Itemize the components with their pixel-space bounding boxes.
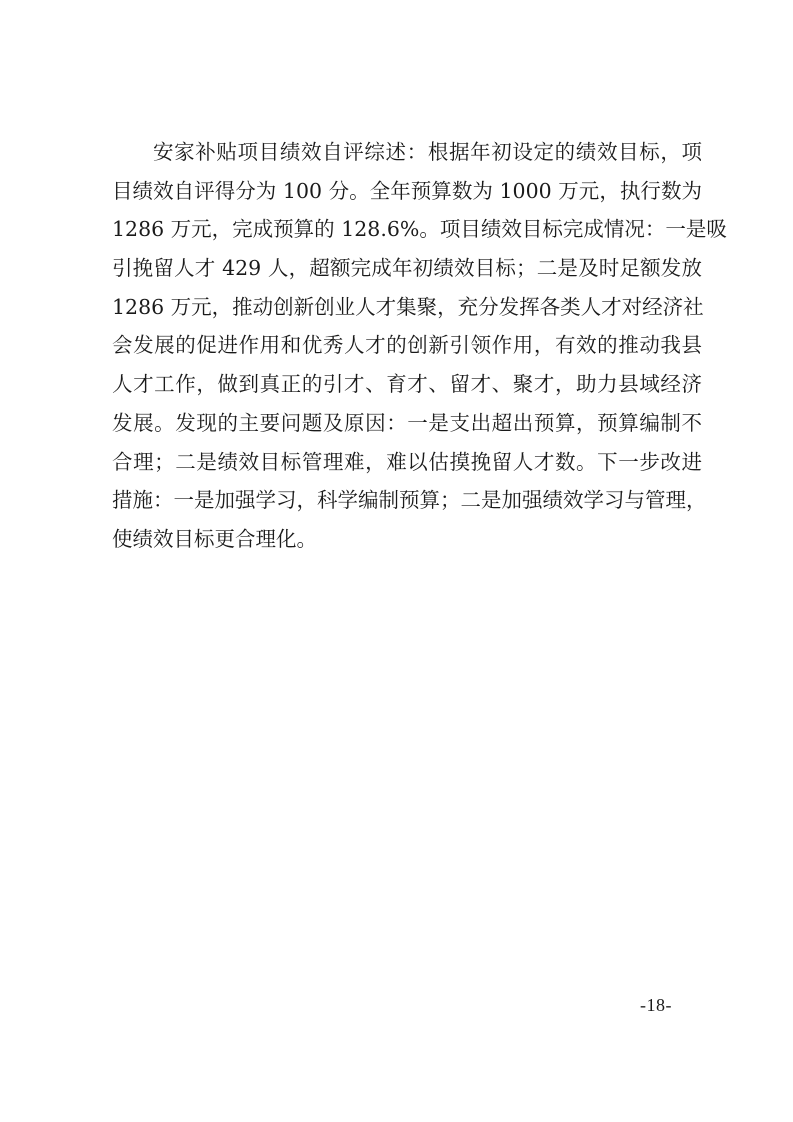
paragraph-line: 安家补贴项目绩效自评综述：根据年初设定的绩效目标，项 — [153, 140, 702, 164]
paragraph-line: 目绩效自评得分为 100 分。全年预算数为 1000 万元，执行数为 — [112, 178, 702, 203]
paragraph-line: 措施：一是加强学习，科学编制预算；二是加强绩效学习与管理， — [112, 488, 707, 513]
paragraph-line: 人才工作，做到真正的引才、育才、留才、聚才，助力县域经济 — [112, 372, 702, 397]
paragraph-line: 使绩效目标更合理化。 — [112, 526, 317, 551]
paragraph-line: 1286 万元，完成预算的 128.6%。项目绩效目标完成情况：一是吸 — [112, 217, 727, 242]
paragraph-line: 发展。发现的主要问题及原因：一是支出超出预算，预算编制不 — [112, 410, 702, 435]
paragraph-line: 会发展的促进作用和优秀人才的创新引领作用，有效的推动我县 — [112, 333, 702, 358]
paragraph-line: 1286 万元，推动创新创业人才集聚，充分发挥各类人才对经济社 — [112, 294, 704, 319]
paragraph-line: 合理；二是绩效目标管理难，难以估摸挽留人才数。下一步改进 — [112, 449, 702, 474]
performance-summary-paragraph — [112, 133, 727, 559]
paragraph-line: 引挽留人才 429 人，超额完成年初绩效目标；二是及时足额发放 — [112, 256, 702, 281]
page-number: -18- — [640, 995, 672, 1015]
